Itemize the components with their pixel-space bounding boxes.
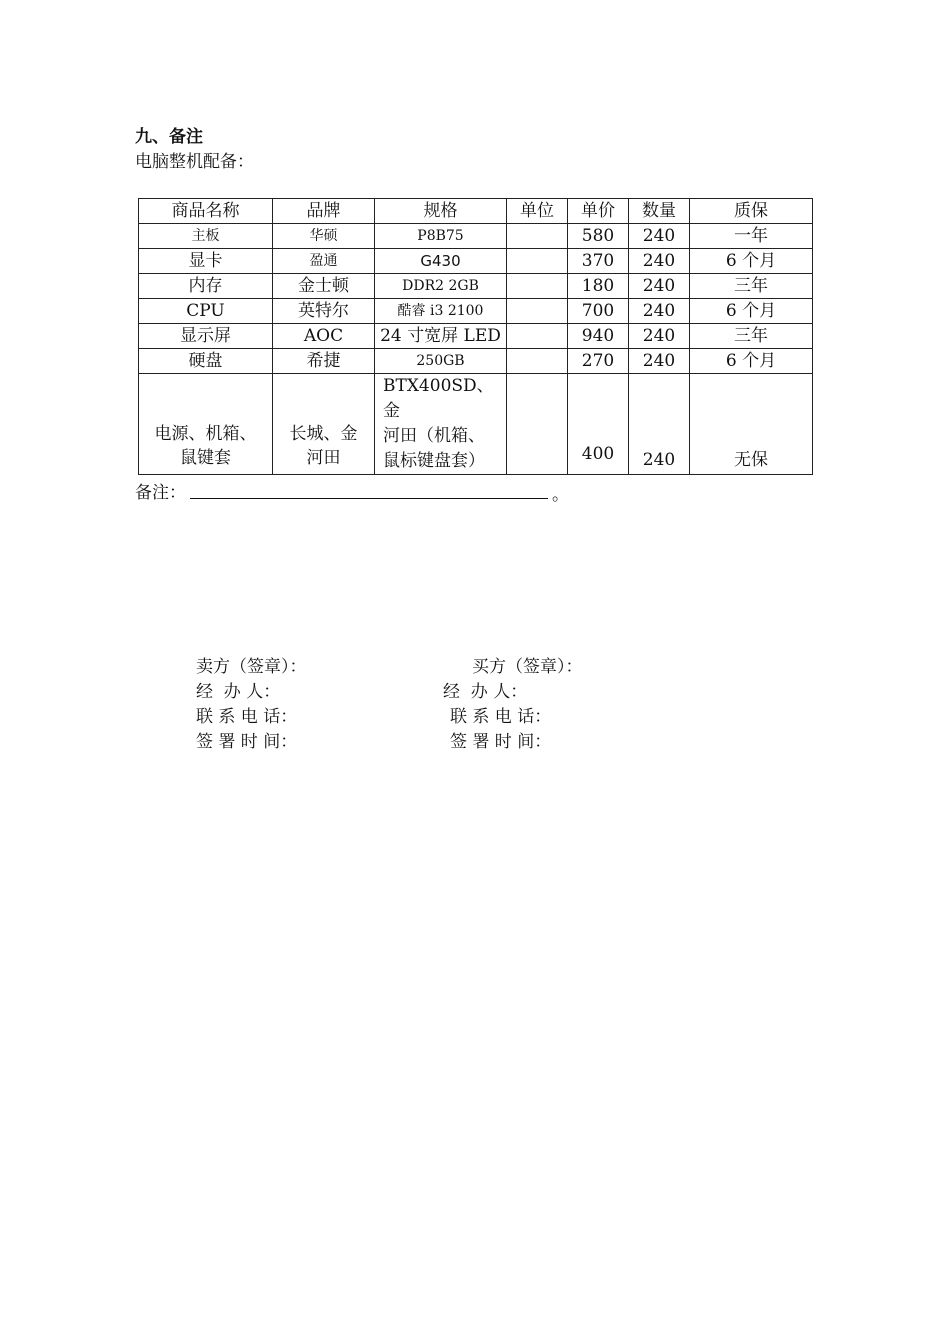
table-row <box>139 374 813 475</box>
cell-warranty: 6 个月 <box>690 299 813 324</box>
cell-brand: 金士顿 <box>273 274 375 299</box>
cell-name: 显示屏 <box>139 324 273 349</box>
cell-spec: 酷睿 i3 2100 <box>375 299 507 324</box>
section-subheading: 电脑整机配备： <box>135 152 254 172</box>
seller-phone-label: 联 系 电 话： <box>196 707 298 727</box>
header-price: 单价 <box>568 199 629 224</box>
remark-blank-line[interactable] <box>190 498 548 499</box>
cell-brand: 英特尔 <box>273 299 375 324</box>
cell-price: 270 <box>568 349 629 374</box>
table-row <box>139 249 813 274</box>
cell-spec-line: 鼠标键盘套） <box>383 451 485 471</box>
seller-agent-label: 经 办 人： <box>196 682 281 702</box>
cell-unit <box>507 374 568 475</box>
cell-unit <box>507 349 568 374</box>
cell-warranty: 三年 <box>690 274 813 299</box>
cell-price: 400 <box>568 374 629 475</box>
header-qty: 数量 <box>629 199 690 224</box>
table-row <box>139 224 813 249</box>
cell-spec-line: 河田（机箱、 <box>383 426 485 446</box>
cell-price: 370 <box>568 249 629 274</box>
cell-unit <box>507 249 568 274</box>
cell-name: 显卡 <box>139 249 273 274</box>
cell-qty: 240 <box>629 224 690 249</box>
cell-brand: AOC <box>273 324 375 349</box>
cell-price: 180 <box>568 274 629 299</box>
cell-spec <box>375 374 507 475</box>
remark-period: 。 <box>552 485 569 505</box>
cell-spec: 24 寸宽屏 LED <box>375 324 507 349</box>
seller-stamp-label: 卖方（签章）： <box>196 657 307 677</box>
cell-price: 940 <box>568 324 629 349</box>
cell-unit <box>507 224 568 249</box>
header-brand: 品牌 <box>273 199 375 224</box>
cell-brand: 盈通 <box>273 249 375 274</box>
cell-qty: 240 <box>629 349 690 374</box>
table-row <box>139 349 813 374</box>
cell-unit <box>507 299 568 324</box>
cell-name-line: 电源、机箱、 <box>154 424 257 444</box>
cell-brand-line: 河田 <box>306 448 341 468</box>
cell-unit <box>507 324 568 349</box>
cell-brand: 希捷 <box>273 349 375 374</box>
cell-price: 700 <box>568 299 629 324</box>
cell-spec: P8B75 <box>375 224 507 249</box>
cell-qty: 240 <box>629 299 690 324</box>
cell-warranty: 6 个月 <box>690 249 813 274</box>
buyer-date-label: 签 署 时 间： <box>450 732 552 752</box>
cell-brand-line: 长城、金 <box>289 424 358 444</box>
cell-name: 内存 <box>139 274 273 299</box>
table-header-row <box>139 199 813 224</box>
cell-qty: 240 <box>629 324 690 349</box>
table-row <box>139 274 813 299</box>
cell-name <box>139 374 273 475</box>
cell-name: 硬盘 <box>139 349 273 374</box>
seller-date-label: 签 署 时 间： <box>196 732 298 752</box>
remark-label: 备注： <box>135 483 186 503</box>
header-warranty: 质保 <box>690 199 813 224</box>
cell-qty: 240 <box>629 274 690 299</box>
header-name: 商品名称 <box>139 199 273 224</box>
cell-name: CPU <box>139 299 273 324</box>
buyer-agent-label: 经 办 人： <box>443 682 528 702</box>
cell-name: 主板 <box>139 224 273 249</box>
buyer-phone-label: 联 系 电 话： <box>450 707 552 727</box>
header-spec: 规格 <box>375 199 507 224</box>
cell-spec-line: BTX400SD、金 <box>383 376 494 421</box>
buyer-stamp-label: 买方（签章）： <box>472 657 583 677</box>
cell-warranty: 一年 <box>690 224 813 249</box>
table-row <box>139 324 813 349</box>
cell-qty: 240 <box>629 374 690 475</box>
cell-warranty: 三年 <box>690 324 813 349</box>
cell-spec: G430 <box>375 249 507 274</box>
cell-warranty: 6 个月 <box>690 349 813 374</box>
header-unit: 单位 <box>507 199 568 224</box>
section-heading: 九、备注 <box>135 127 203 147</box>
cell-brand <box>273 374 375 475</box>
cell-price: 580 <box>568 224 629 249</box>
cell-brand: 华硕 <box>273 224 375 249</box>
cell-spec: 250GB <box>375 349 507 374</box>
cell-qty: 240 <box>629 249 690 274</box>
cell-spec: DDR2 2GB <box>375 274 507 299</box>
cell-unit <box>507 274 568 299</box>
table-row <box>139 299 813 324</box>
equipment-table <box>138 198 813 475</box>
cell-name-line: 鼠键套 <box>180 448 231 468</box>
cell-warranty: 无保 <box>690 374 813 475</box>
